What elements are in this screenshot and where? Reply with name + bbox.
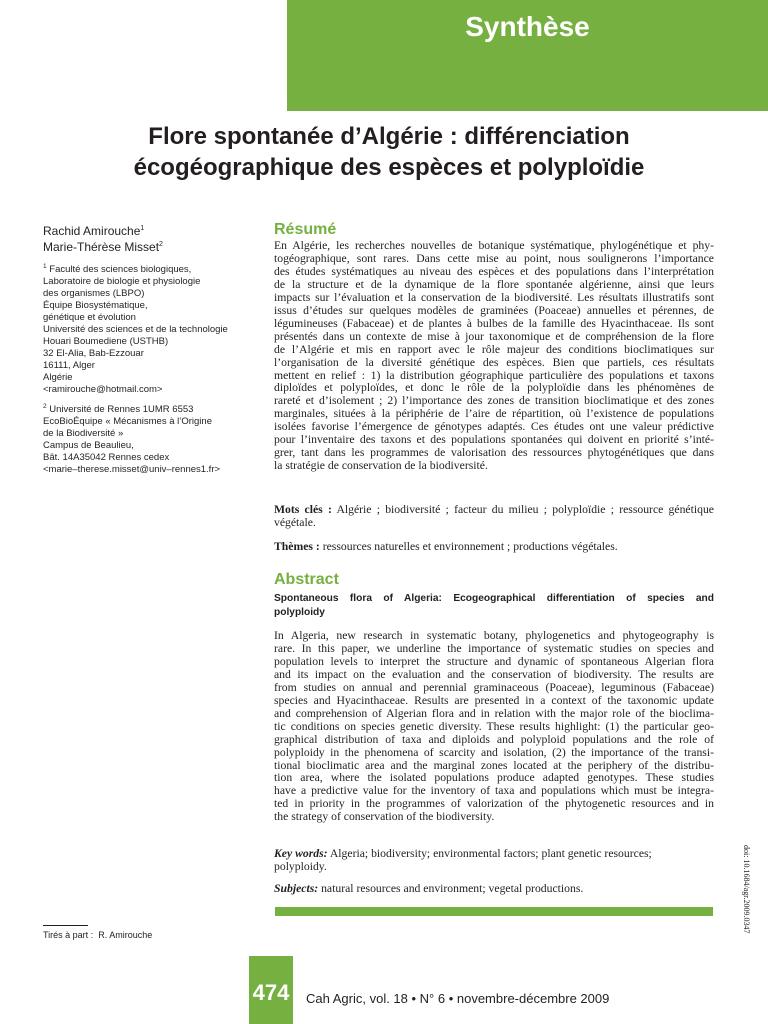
divider — [43, 925, 88, 926]
text-line: présentés dans un contexte de mise à jour taxonomique et de compréhension de la flore — [274, 330, 714, 343]
text-line: légumineuses (Fabaceae) et de plantes à bulbes de la famille des Hyacinthaceae. Ils sont — [274, 317, 714, 330]
article-title — [60, 121, 718, 183]
text-line: marginales, situées à la périphérie de l’aire de répartition, où l’existence de populations — [274, 408, 714, 421]
author-list — [43, 222, 258, 254]
abstract-body — [274, 630, 714, 824]
section-label: Synthèse — [465, 11, 590, 42]
text-line: la stratégie de conservation de la biodiversité. — [274, 460, 488, 473]
text-line: and its impact on the evaluation and the conservation of biodiversity. The results are — [274, 668, 714, 681]
text-line: rareté et d’isolement ; 2) l’importance des zones de transition bioclimatique et des zones — [274, 395, 714, 408]
resume-keywords: Mots clés : Algérie ; biodiversité ; facteur du milieu ; polyploïdie ; ressource génétique végétale. — [274, 504, 714, 529]
text-line: mettent en relief : 1) la distribution géographique particulière des populations et taxons — [274, 369, 714, 382]
journal-citation: Cah Agric, vol. 18 • N° 6 • novembre-décembre 2009 — [306, 991, 610, 1006]
page-number: 474 — [252, 980, 290, 1005]
reprints-note: Tirés à part : R. Amirouche — [43, 930, 153, 940]
doi-label: doi: 10.1684/agr.2009.0347 — [742, 845, 751, 934]
text-line: l’organisation de la diversité génétique des espèces. Bien que partiels, ces résultats — [274, 356, 714, 369]
resume-heading: Résumé — [274, 221, 337, 238]
text-line: have a predictive value for the inventory of taxa and populations which must be integra- — [274, 785, 714, 798]
section-banner — [287, 0, 768, 111]
text-line: En Algérie, les recherches nouvelles de botanique systématique, phylogénétique et phy- — [274, 240, 714, 252]
affiliation-2: $^2$ Université de Rennes 1UMR 6553 EcoBioÉquipe « Mécanismes à l’Origine de la Biodiversité » Campus de Beaulieu, Bât. 14A35042 Rennes cedex <marie–therese.misset@univ–rennes1.fr> — [43, 401, 258, 476]
resume-themes: Thèmes : ressources naturelles et environnement ; productions végétales. — [274, 541, 618, 553]
author-name: Marie-Thérèse Misset$^2$ — [43, 240, 163, 254]
email-link[interactable]: <ramirouche@hotmail.com> — [43, 384, 163, 396]
abstract-subtitle: Spontaneous flora of Algeria: Ecogeographical differentiation of species and polyploidy — [274, 593, 714, 618]
text-line: grer, tant dans les programmes de valorisation des ressources phytogénétiques que dans — [274, 447, 714, 460]
text-line: ted in priority in the programmes of valorization of the phytogenetic resources and in — [274, 798, 714, 811]
text-line: population levels to interpret the structure and dynamic of spontaneous Algerian flora — [274, 655, 714, 668]
affiliation-1: $^1$ Faculté des sciences biologiques, Laboratoire de biologie et physiologie des organismes (LBPO) Équipe Biosystématique, génétique et évolution Université des sciences et de la technologie Houari Boumediene (USTHB) 32 El-Alia, Bab-Ezzouar 16111, Alger Algérie <ramirouche@hotmail.com> — [43, 261, 258, 396]
title-line: écogéographique des espèces et polyploïdie — [133, 154, 645, 181]
text-line: from studies on annual and perennial graminaceous (Poaceae), leguminous (Fabaceae) — [274, 681, 714, 694]
text-line: issus d’études sur quelques modèles de graminées (Poaceae) annuelles et pérennes, de — [274, 304, 714, 317]
text-line: and comprehension of Algerian flora and in relation with the major role of the bioclima- — [274, 707, 714, 720]
title-line: Flore spontanée d’Algérie : différenciation — [148, 123, 630, 150]
text-line: the strategy of conservation of the biodiversity. — [274, 811, 495, 824]
divider-bar — [275, 907, 713, 916]
abstract-keywords: Key words: Algeria; biodiversity; environmental factors; plant genetic resources; polyploidy. — [274, 848, 652, 873]
text-line: tic conditions on species genetic diversity. These results highlight: (1) the particular geo- — [274, 720, 714, 733]
text-line: species and Hyacinthaceae. Results are presented in a context of the taxonomic update — [274, 694, 714, 707]
text-line: impacts sur l’évaluation et la conservation de la biodiversité. Les résultats illustratifs sont — [274, 291, 714, 304]
text-line: diploïdes et polyploïdes, et donc le rôle de la polyploïdie dans les phénomènes de — [274, 382, 714, 395]
text-line: de la structure et de la dynamique de la flore spontanée algérienne, ainsi que leurs — [274, 278, 714, 291]
abstract-heading: Abstract — [274, 571, 339, 588]
page-number-box — [249, 956, 293, 1024]
text-line: tion area, where the isolated populations produce adapted genotypes. These studies — [274, 772, 714, 785]
text-line: In Algeria, new research in systematic botany, phylogenetics and phytogeography is — [274, 630, 714, 642]
text-line: togéographique, sont rares. Dans cette mise au point, nous soulignerons l’importance — [274, 252, 714, 265]
text-line: rare. In this paper, we underline the importance of systematic studies on species and — [274, 642, 714, 655]
text-line: des études systématiques au niveau des espèces et des populations dans l’interprétation — [274, 265, 714, 278]
resume-body — [274, 240, 714, 473]
text-line: de l’Algérie et mis en rapport avec le rôle majeur des conditions bioclimatiques sur — [274, 343, 714, 356]
text-line: polyploidy in the phenomena of scarcity and isolation, (2) the importance of the transi- — [274, 746, 714, 759]
text-line: tional bioclimatic area and the marginal zones located at the periphery of the distribu- — [274, 759, 714, 772]
text-line: pour l’inventaire des taxons et des populations spontanées qui doivent en priorité s’inté- — [274, 434, 714, 447]
author-name: Rachid Amirouche$^1$ — [43, 224, 145, 238]
abstract-subjects: Subjects: natural resources and environment; vegetal productions. — [274, 883, 584, 895]
email-link[interactable]: <marie–therese.misset@univ–rennes1.fr> — [43, 464, 221, 476]
text-line: isolées favorise l’émergence de génotypes adaptés. Ces études ont une valeur prédictive — [274, 421, 714, 434]
text-line: graphical distribution of taxa and diploids and polyploid populations and the role of — [274, 733, 714, 746]
